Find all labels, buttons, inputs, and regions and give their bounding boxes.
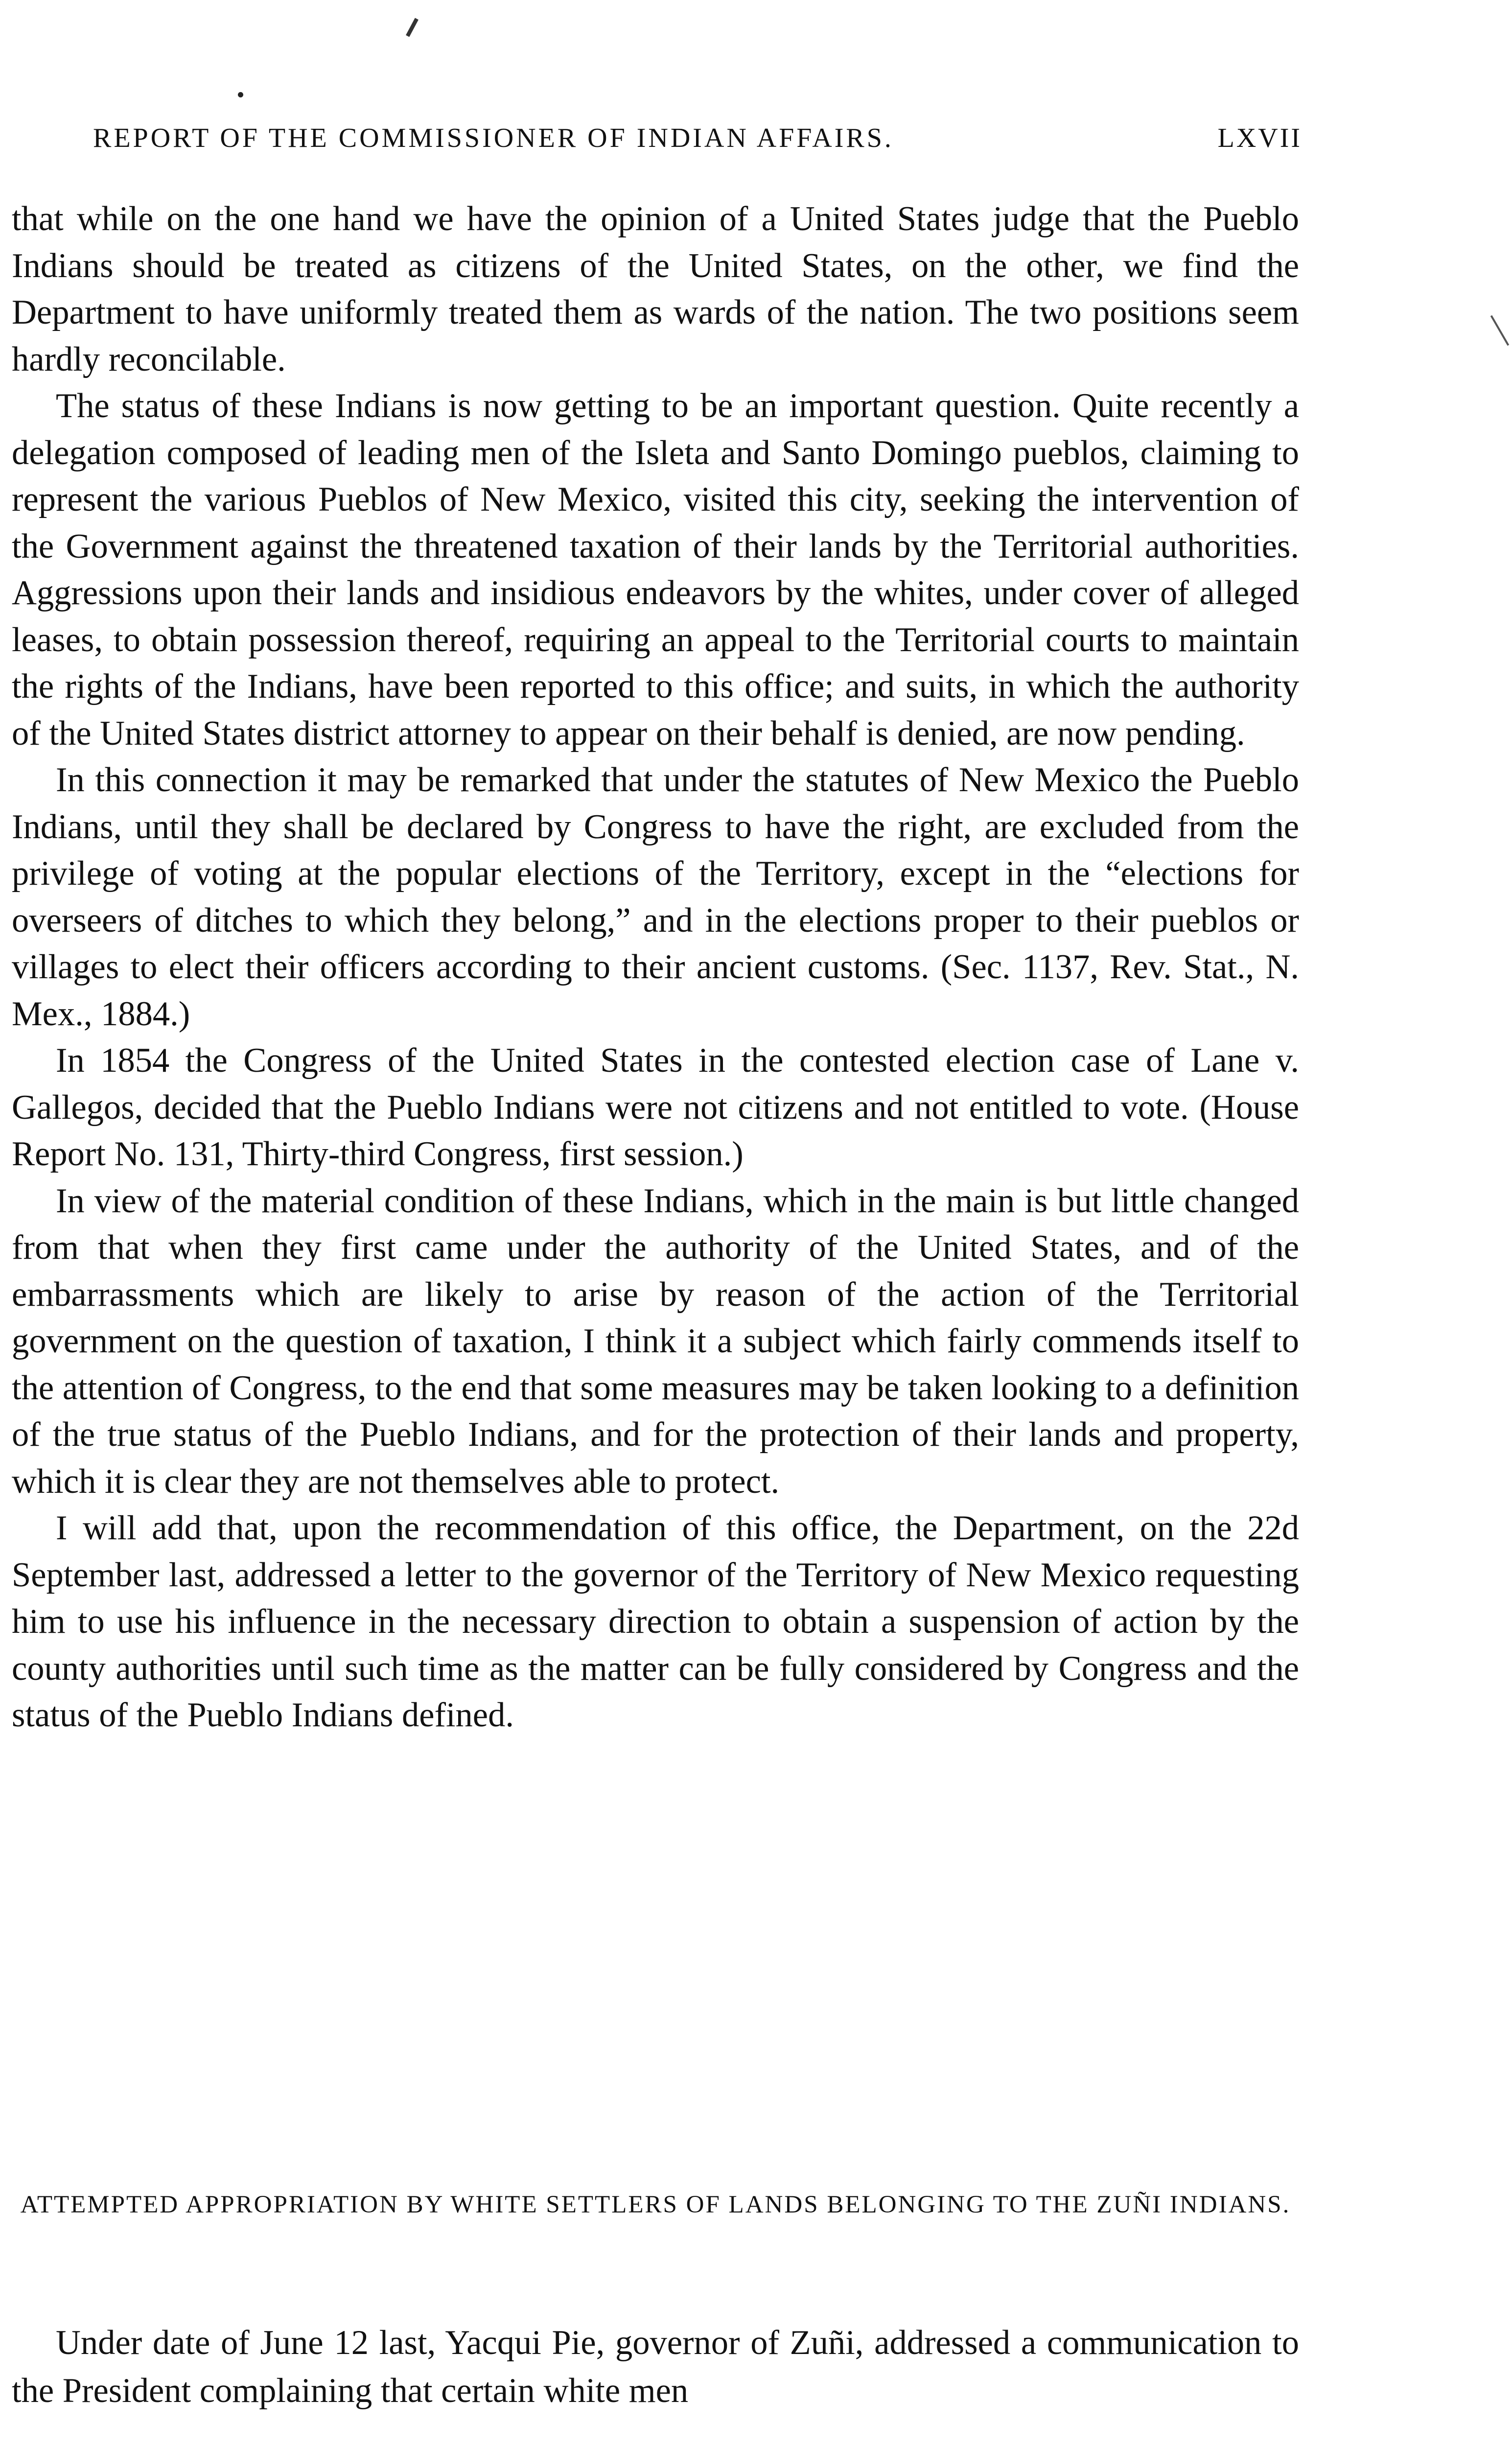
page-number: LXVII <box>1217 123 1302 153</box>
section-heading: ATTEMPTED APPROPRIATION BY WHITE SETTLERS OF LANDS BELONGING TO THE ZUÑI INDIANS. <box>20 2191 1291 2218</box>
paragraph-material-condition: In view of the material condition of these Indians, which in the main is but little changed from that when they first came under the authority of the United States, and of the embarrassments which are likely to arise by reason of the action of the Territorial government on the question of taxation, I think it a subject which fairly commends itself to the attention of Congress, to the end that some measures may be taken looking to a definition of the true status of the Pueblo Indians, and for the protection of their lands and property, which it is clear they are not themselves able to protect. <box>12 1181 1299 1501</box>
stray-pen-mark <box>406 18 419 37</box>
body-text <box>12 196 1299 1739</box>
paragraph-lane-v-gallegos: In 1854 the Congress of the United States in the contested election case of Lane v. Gallegos, decided that the Pueblo Indians were not citizens and not entitled to vote. (House Report No. 131, Thirty-third Congress, first session.) <box>12 1041 1299 1173</box>
paragraph-department-letter: I will add that, upon the recommendation of this office, the Department, on the 22d September last, addressed a letter to the governor of the Territory of New Mexico requesting him to use his influence in the necessary direction to obtain a suspension of action by the county authorities until such time as the matter can be fully considered by Congress and the status of the Pueblo Indians defined. <box>12 1509 1299 1734</box>
running-header: REPORT OF THE COMMISSIONER OF INDIAN AFFAIRS. <box>93 123 894 153</box>
paragraph-voting-statutes: In this connection it may be remarked that under the statutes of New Mexico the Pueblo Indians, until they shall be declared by Congress to have the right, are excluded from the privilege of voting at the popular elections of the Territory, except in the “elections for overseers of ditches to which they belong,” and in the elections proper to their pueblos or villages to elect their officers according to their ancient customs. (Sec. 1137, Rev. Stat., N. Mex., 1884.) <box>12 761 1299 1033</box>
paragraph-continuation: that while on the one hand we have the opinion of a United States judge that the Pueblo Indians should be treated as citizens of the United States, on the other, we find the Department to have uniformly treated them as wards of the nation. The two positions seem hardly reconcilable. <box>12 200 1299 378</box>
closing-text <box>12 2319 1299 2415</box>
paragraph-status-of-indians: The status of these Indians is now getting to be an important question. Quite recently a delegation composed of leading men of the Isleta and Santo Domingo pueblos, claiming to represent the various Pueblos of New Mexico, visited this city, seeking the intervention of the Government against the threatened taxation of their lands by the Territorial authorities. Aggressions upon their lands and insidious endeavors by the whites, under cover of alleged leases, to obtain possession thereof, requiring an appeal to the Territorial courts to maintain the rights of the Indians, have been reported to this office; and suits, in which the authority of the United States district attorney to appear on their behalf is denied, are now pending. <box>12 387 1299 753</box>
paragraph-zuni-complaint: Under date of June 12 last, Yacqui Pie, governor of Zuñi, addressed a communication to the President complaining that certain white men <box>12 2324 1299 2410</box>
stray-ink-dot <box>238 92 243 97</box>
margin-mark <box>1490 315 1509 346</box>
